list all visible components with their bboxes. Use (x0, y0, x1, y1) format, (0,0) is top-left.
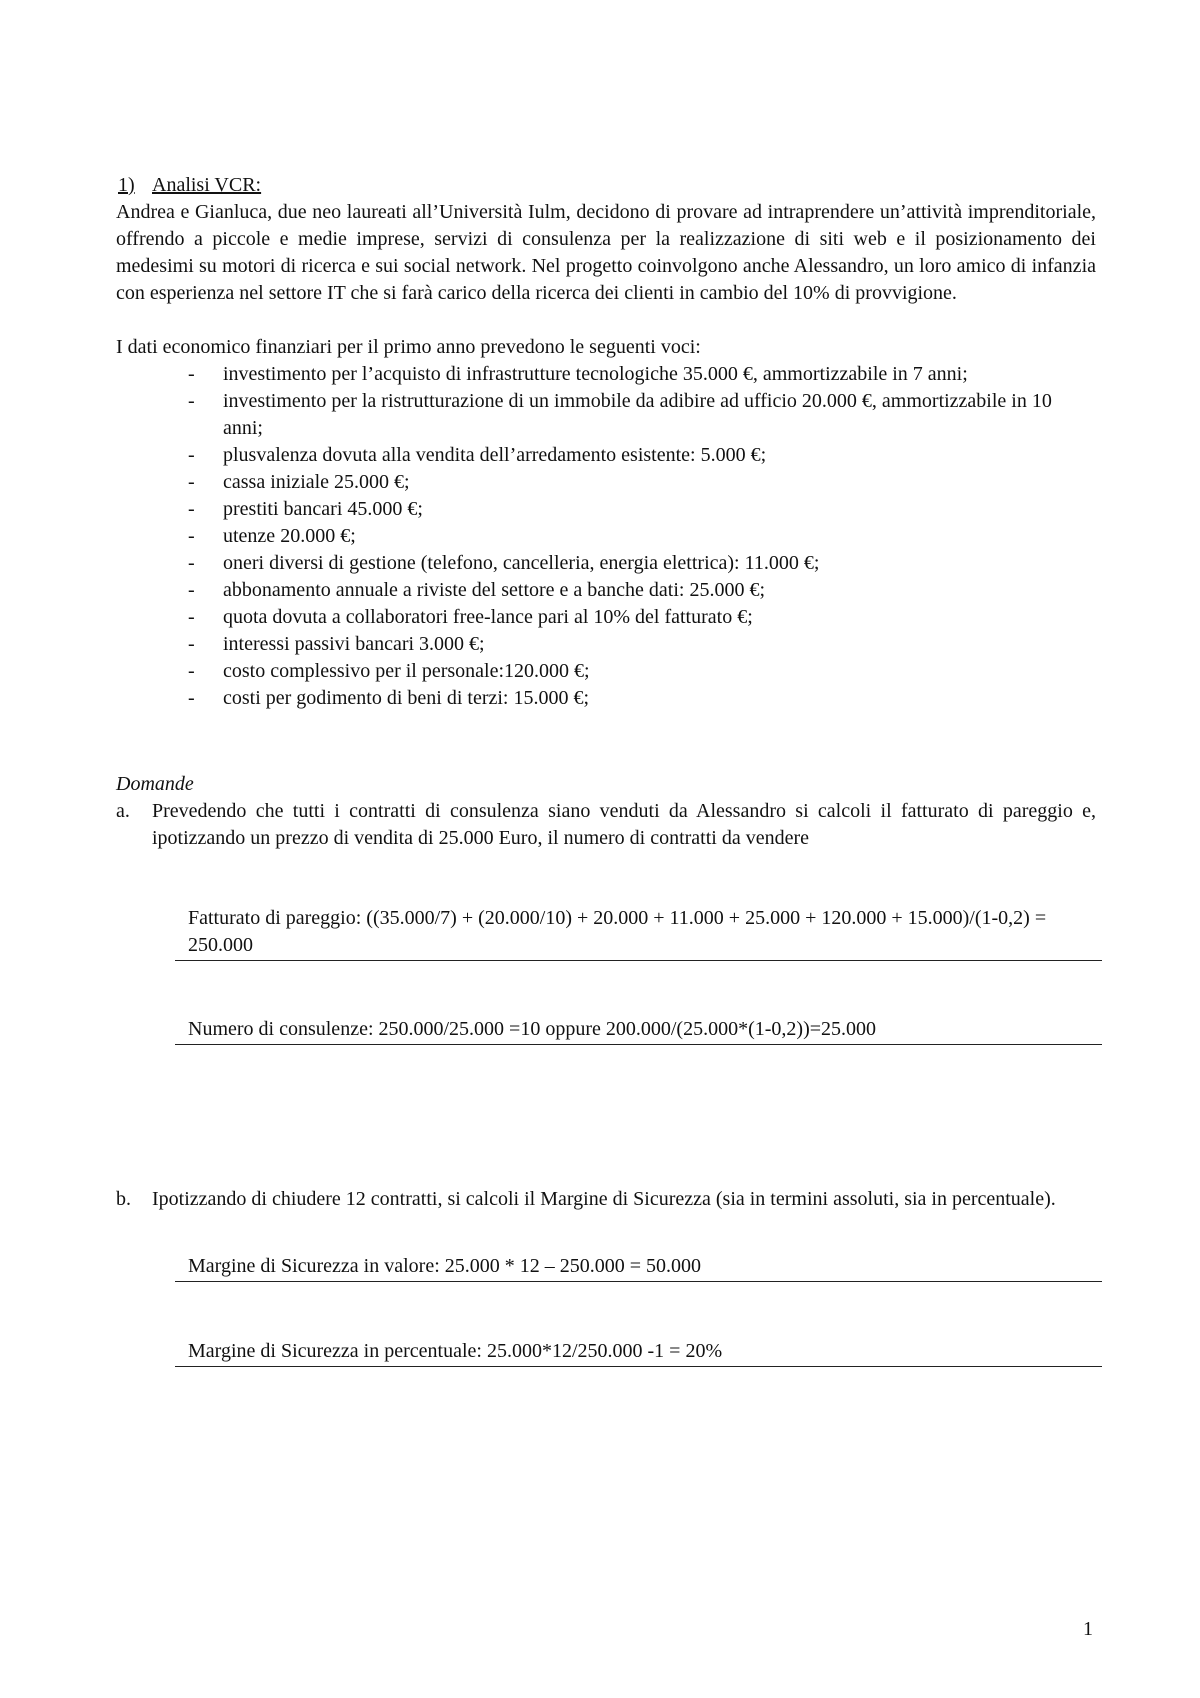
list-dash: - (188, 552, 195, 574)
list-item (188, 658, 1096, 685)
list-dash: - (188, 579, 195, 601)
section-title: Analisi VCR: (152, 174, 262, 196)
list-item (188, 685, 1096, 712)
list-dash: - (188, 390, 195, 412)
list-item-text: quota dovuta a collaboratori free-lance pari al 10% del fatturato €; (223, 606, 753, 628)
list-dash: - (188, 660, 195, 682)
list-item-text: cassa iniziale 25.000 €; (223, 471, 410, 493)
list-item (188, 496, 1096, 523)
list-item (188, 469, 1096, 496)
answer-spacer (116, 1282, 1096, 1338)
list-item-text: investimento per l’acquisto di infrastrutture tecnologiche 35.000 €, ammortizzabile in 7 anni; (223, 363, 968, 385)
list-dash: - (188, 606, 195, 628)
list-item-text: utenze 20.000 €; (223, 525, 356, 547)
answer-spacer (116, 852, 1096, 905)
list-item-text: oneri diversi di gestione (telefono, cancelleria, energia elettrica): 11.000 €; (223, 552, 820, 574)
answer-fatturato-pareggio: Fatturato di pareggio: ((35.000/7) + (20.000/10) + 20.000 + 11.000 + 25.000 + 120.000 + 15.000)/(1-0,2) = 250.000 (175, 905, 1102, 961)
list-dash: - (188, 444, 195, 466)
section-number: 1) (118, 174, 135, 196)
list-item (188, 577, 1096, 604)
section-spacer (116, 1045, 1096, 1186)
answer-numero-consulenze: Numero di consulenze: 250.000/25.000 =10 oppure 200.000/(25.000*(1-0,2))=25.000 (175, 1016, 1102, 1045)
list-item-text: interessi passivi bancari 3.000 €; (223, 633, 485, 655)
question-a-label: a. (116, 800, 130, 822)
list-item (188, 442, 1096, 469)
list-item (188, 604, 1096, 631)
section-heading (116, 172, 1096, 199)
answer-spacer (116, 1213, 1096, 1253)
question-a-text: Prevedendo che tutti i contratti di consulenza siano venduti da Alessandro si calcoli il fatturato di pareggio e, ipotizzando un prezzo di vendita di 25.000 Euro, il numero di contratti da vendere (152, 800, 1096, 849)
list-dash: - (188, 687, 195, 709)
list-item-text: abbonamento annuale a riviste del settore e a banche dati: 25.000 €; (223, 579, 766, 601)
list-dash: - (188, 525, 195, 547)
list-item-text: plusvalenza dovuta alla vendita dell’arredamento esistente: 5.000 €; (223, 444, 767, 466)
list-item (188, 388, 1096, 442)
answer-margine-percentuale: Margine di Sicurezza in percentuale: 25.000*12/250.000 -1 = 20% (175, 1338, 1102, 1367)
voices-list (116, 361, 1096, 712)
list-item (188, 631, 1096, 658)
page-content (116, 172, 1096, 1367)
question-b (116, 1186, 1096, 1213)
page-number: 1 (1083, 1618, 1093, 1640)
question-a (116, 798, 1096, 852)
list-item-text: costi per godimento di beni di terzi: 15.000 €; (223, 687, 590, 709)
question-b-text: Ipotizzando di chiudere 12 contratti, si calcoli il Margine di Sicurezza (sia in termini assoluti, sia in percentuale). (152, 1188, 1056, 1210)
answer-spacer (116, 961, 1096, 1016)
question-b-label: b. (116, 1188, 131, 1210)
list-item (188, 523, 1096, 550)
list-dash: - (188, 363, 195, 385)
list-item-text: costo complessivo per il personale:120.000 €; (223, 660, 590, 682)
list-dash: - (188, 633, 195, 655)
list-item (188, 361, 1096, 388)
data-intro: I dati economico finanziari per il primo anno prevedono le seguenti voci: (116, 336, 701, 358)
paragraph-spacer (116, 307, 1096, 334)
list-item-text: prestiti bancari 45.000 €; (223, 498, 423, 520)
list-item (188, 550, 1096, 577)
list-dash: - (188, 471, 195, 493)
section-spacer (116, 712, 1096, 771)
list-dash: - (188, 498, 195, 520)
domande-title: Domande (116, 773, 194, 795)
answer-margine-valore: Margine di Sicurezza in valore: 25.000 * 12 – 250.000 = 50.000 (175, 1253, 1102, 1282)
intro-paragraph: Andrea e Gianluca, due neo laureati all’Università Iulm, decidono di provare ad intraprendere un’attività imprenditoriale, offrendo a piccole e medie imprese, servizi di consulenza per la realizzazione di siti web e il posizionamento dei medesimi su motori di ricerca e sui social network. Nel progetto coinvolgono anche Alessandro, un loro amico di infanzia con esperienza nel settore IT che si farà carico della ricerca dei clienti in cambio del 10% di provvigione. (116, 201, 1096, 304)
list-item-text: investimento per la ristrutturazione di un immobile da adibire ad ufficio 20.000 €, ammortizzabile in 10 anni; (223, 390, 1052, 439)
